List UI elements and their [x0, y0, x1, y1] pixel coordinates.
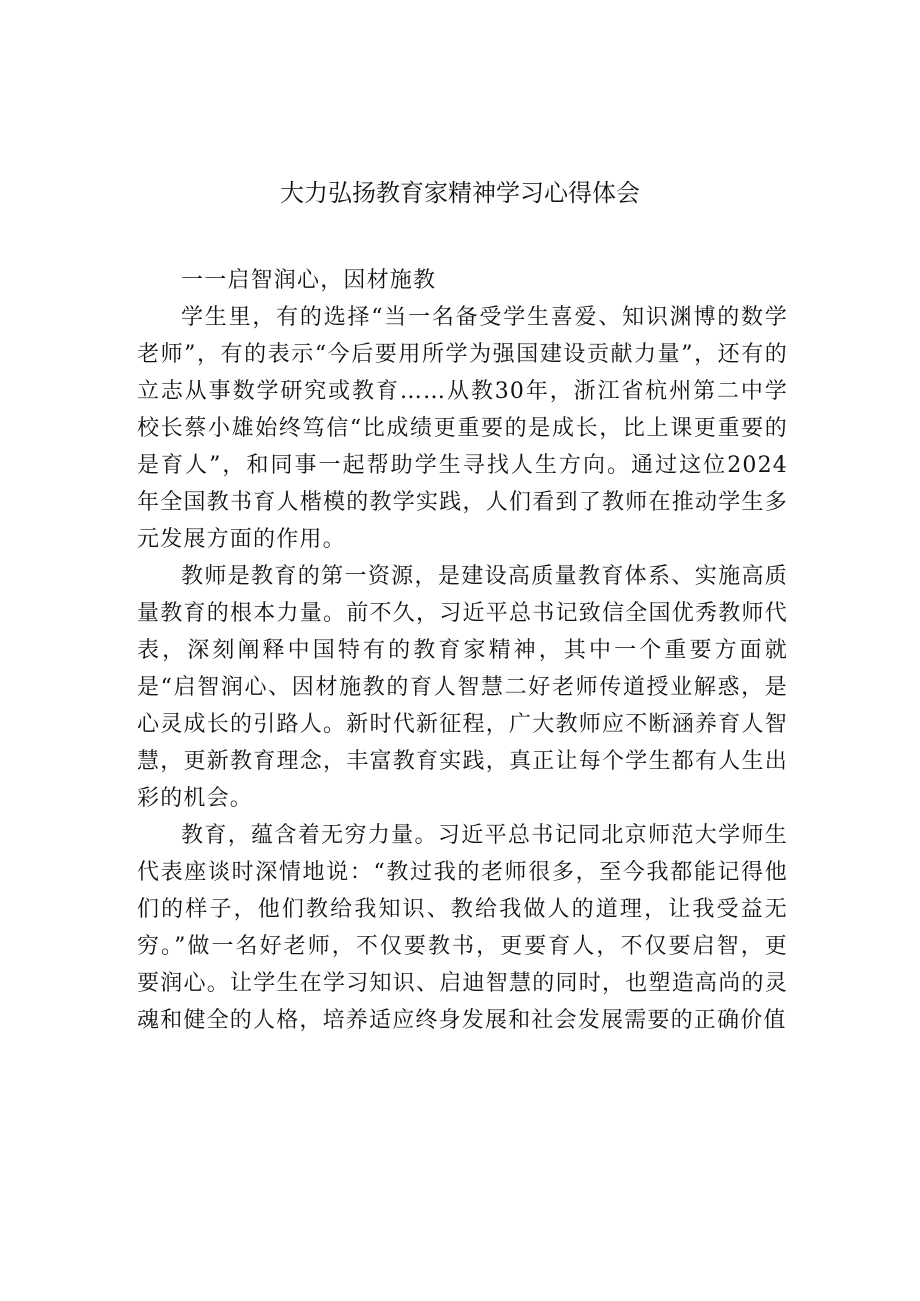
paragraph-3: 教育，蕴含着无穷力量。习近平总书记同北京师范大学师生代表座谈时深情地说：“教过我的老师很多，至今我都能记得他们的样子，他们教给我知识、教给我做人的道理，让我受益无穷。”做一名好老师，不仅要教书，更要育人，不仅要启智，更要润心。让学生在学习知识、启迪智慧的同时，也塑造高尚的灵魂和健全的人格，培养适应终身发展和社会发展需要的正确价值	[137, 823, 788, 1033]
paragraph-1: 学生里，有的选择“当一名备受学生喜爱、知识渊博的数学老师”，有的表示“今后要用所学为强国建设贡献力量”，还有的立志从事数学研究或教育……从教30年，浙江省杭州第二中学校长蔡小雄始终笃信“比成绩更重要的是成长，比上课更重要的是育人”，和同事一起帮助学生寻找人生方向。通过这位2024年全国教书育人楷模的教学实践，人们看到了教师在推动学生多元发展方面的作用。	[137, 305, 788, 552]
paragraph-2: 教师是教育的第一资源，是建设高质量教育体系、实施高质量教育的根本力量。前不久，习近平总书记致信全国优秀教师代表，深刻阐释中国特有的教育家精神，其中一个重要方面就是“启智润心、因材施教的育人智慧二好老师传道授业解惑，是心灵成长的引路人。新时代新征程，广大教师应不断涵养育人智慧，更新教育理念，丰富教育实践，真正让每个学生都有人生出彩的机会。	[137, 564, 788, 811]
document-body	[137, 262, 788, 1039]
document-title: 大力弘扬教育家精神学习心得体会	[280, 179, 640, 207]
section-heading: 一一启智润心，因材施教	[181, 268, 437, 293]
